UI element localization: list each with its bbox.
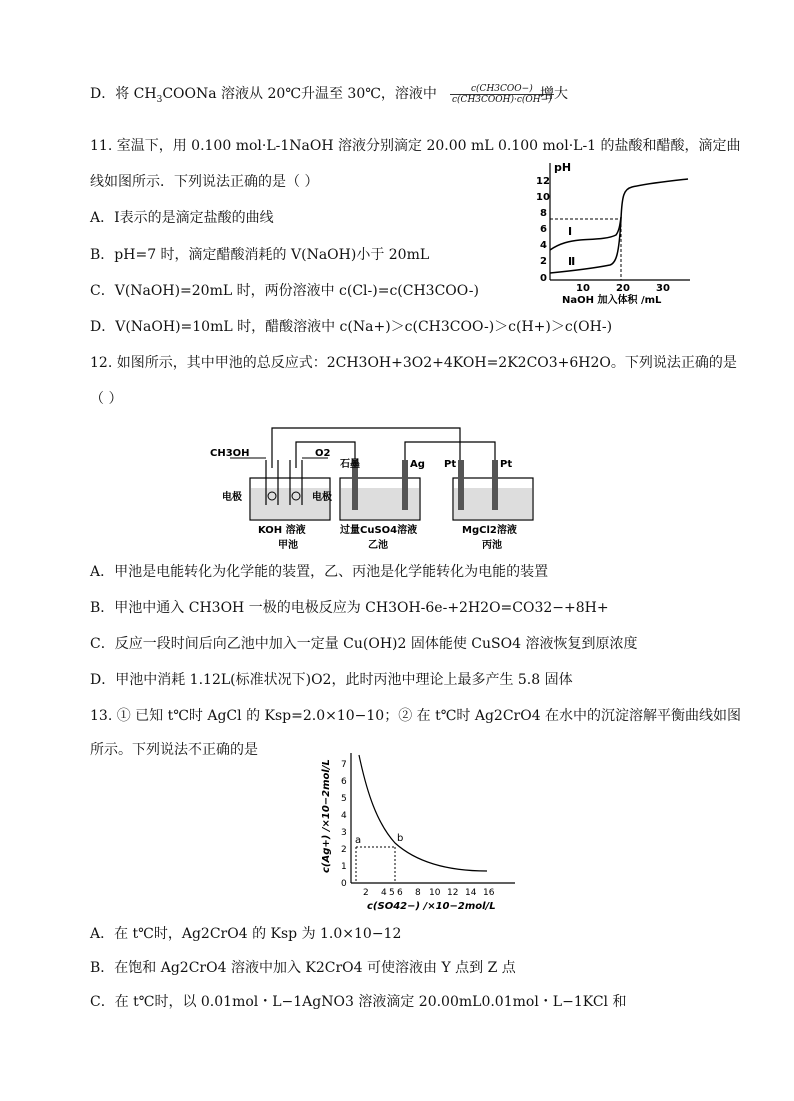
q13-ytick-0: 0	[341, 879, 347, 889]
q13-equilibrium-curve	[359, 755, 487, 871]
q13-xtick-4: 4	[381, 888, 387, 898]
q12-option-b: B．甲池中通入 CH3OH 一极的电极反应为 CH3OH-6e-+2H2O=CO32−+8H+	[90, 600, 609, 616]
q11-xtick-30: 30	[656, 283, 670, 294]
q13-xtick-6: 6	[397, 888, 403, 898]
q13-xtick-10: 10	[429, 888, 441, 898]
q11-ytick-8: 8	[540, 208, 547, 219]
mgcl2-solution-label: MgCl2溶液	[462, 525, 517, 536]
q13-xtick-16: 16	[483, 888, 495, 898]
q13-ytick-4: 4	[341, 811, 347, 821]
q13-xtick-2: 2	[363, 888, 369, 898]
cell-bing-label: 丙池	[482, 540, 502, 551]
q11-curve-ii-label: Ⅱ	[568, 255, 576, 268]
q11-xtick-10: 10	[576, 283, 590, 294]
q13-ytick-6: 6	[341, 777, 347, 787]
pt-right-label: Pt	[500, 459, 513, 470]
q13-solubility-chart	[315, 743, 525, 913]
q13-xtick-14: 14	[465, 888, 477, 898]
q11-option-b: B．pH=7 时，滴定醋酸消耗的 V(NaOH)小于 20mL	[90, 247, 430, 263]
q11-stem-line2: 线如图所示．下列说法正确的是（ ）	[90, 174, 319, 190]
q11-option-c: C．V(NaOH)=20mL 时，两份溶液中 c(Cl-)=c(CH3COO-)	[90, 283, 479, 299]
q12-option-a: A．甲池是电能转化为化学能的装置，乙、丙池是化学能转化为电能的装置	[90, 564, 549, 580]
q11-xtick-20: 20	[616, 283, 630, 294]
q11-ytick-0: 0	[540, 273, 547, 284]
q11-curve-i	[550, 217, 621, 250]
q10-option-d: D．将 $CH_3COONa$ 溶液从 20℃升温至 30℃，溶液中	[90, 86, 437, 105]
q10-optd-pre: D．将 CH	[90, 86, 157, 102]
fraction-denominator: c(CH3COOH)·c(OH−)	[452, 95, 552, 105]
q11-x-axis-label: NaOH 加入体积 /mL	[562, 295, 662, 305]
q12-electrochemical-cells-diagram	[200, 420, 540, 555]
q13-ytick-5: 5	[341, 794, 347, 804]
q13-ytick-2: 2	[341, 845, 347, 855]
q11-ytick-10: 10	[536, 192, 550, 203]
q13-y-axis-label: c(Ag+) /×10−2mol/L	[321, 759, 332, 873]
q10-optd-post: 增大	[540, 86, 568, 102]
q13-ytick-7: 7	[341, 760, 347, 770]
ag-label: Ag	[410, 459, 425, 470]
q11-stem-line1: 11. 室温下，用 0.100 mol·L-1NaOH 溶液分别滴定 20.00 mL 0.100 mol·L-1 的盐酸和醋酸，滴定曲	[90, 138, 741, 154]
q10-optd-mid: COONa 溶液从 20℃升温至 30℃，溶液中	[162, 86, 437, 102]
q11-option-a: A．Ⅰ表示的是滴定盐酸的曲线	[90, 210, 274, 226]
q11-titration-chart	[520, 155, 700, 305]
q13-xtick-5: 5	[389, 888, 395, 898]
q12-option-d: D．甲池中消耗 1.12L(标准状况下)O2，此时丙池中理论上最多产生 5.8 固体	[90, 672, 573, 688]
q13-option-c: C．在 t℃时，以 0.01mol・L−1AgNO3 溶液滴定 20.00mL0.01mol・L−1KCl 和	[90, 994, 627, 1010]
q13-point-a: a	[355, 835, 362, 846]
q13-point-b: b	[397, 833, 404, 844]
q12-option-c: C．反应一段时间后向乙池中加入一定量 Cu(OH)2 固体能使 CuSO4 溶液恢复到原浓度	[90, 636, 638, 652]
q11-ytick-6: 6	[540, 224, 547, 235]
o2-label: O2	[315, 448, 331, 459]
q11-option-d: D．V(NaOH)=10mL 时，醋酸溶液中 c(Na+)＞c(CH3COO-)＞c(H+)＞c(OH-)	[90, 319, 613, 335]
cell-yi-label: 乙池	[368, 540, 388, 551]
graphite-label: 石墨	[340, 459, 360, 470]
q12-stem-line1: 12. 如图所示，其中甲池的总反应式：2CH3OH+3O2+4KOH=2K2CO3+6H2O。下列说法正确的是	[90, 355, 737, 371]
q13-option-a: A．在 t℃时，Ag2CrO4 的 Ksp 为 1.0×10−12	[90, 926, 402, 942]
ch3oh-label: CH3OH	[210, 448, 250, 459]
q11-ytick-2: 2	[540, 256, 547, 267]
cell-jia-label: 甲池	[278, 540, 298, 551]
q11-curve-i-label: Ⅰ	[568, 225, 573, 238]
cuso4-solution-label: 过量CuSO4溶液	[340, 525, 418, 536]
q11-ytick-12: 12	[536, 176, 550, 187]
q11-y-axis-label: pH	[554, 161, 572, 174]
electrode-right-label: 电极	[312, 492, 332, 503]
q13-xtick-8: 8	[415, 888, 421, 898]
fraction-numerator: c(CH3COO−)	[450, 84, 554, 95]
koh-solution-label: KOH 溶液	[258, 525, 306, 536]
q13-ytick-1: 1	[341, 862, 347, 872]
q13-option-b: B．在饱和 Ag2CrO4 溶液中加入 K2CrO4 可使溶液由 Y 点到 Z 点	[90, 960, 516, 976]
q11-ytick-4: 4	[540, 240, 547, 251]
q13-stem-line2: 所示。下列说法不正确的是	[90, 742, 258, 758]
q13-stem-line1: 13. ① 已知 t℃时 AgCl 的 Ksp=2.0×10−10；② 在 t℃时 Ag2CrO4 在水中的沉淀溶解平衡曲线如图	[90, 708, 742, 724]
electrode-left-label: 电极	[222, 492, 242, 503]
q13-ytick-3: 3	[341, 828, 347, 838]
pt-left-label: Pt	[444, 459, 457, 470]
q10-fraction	[450, 84, 554, 105]
q13-xtick-12: 12	[447, 888, 459, 898]
q13-x-axis-label: c(SO42−) /×10−2mol/L	[367, 901, 496, 912]
q12-stem-line2: （ ）	[90, 391, 123, 407]
